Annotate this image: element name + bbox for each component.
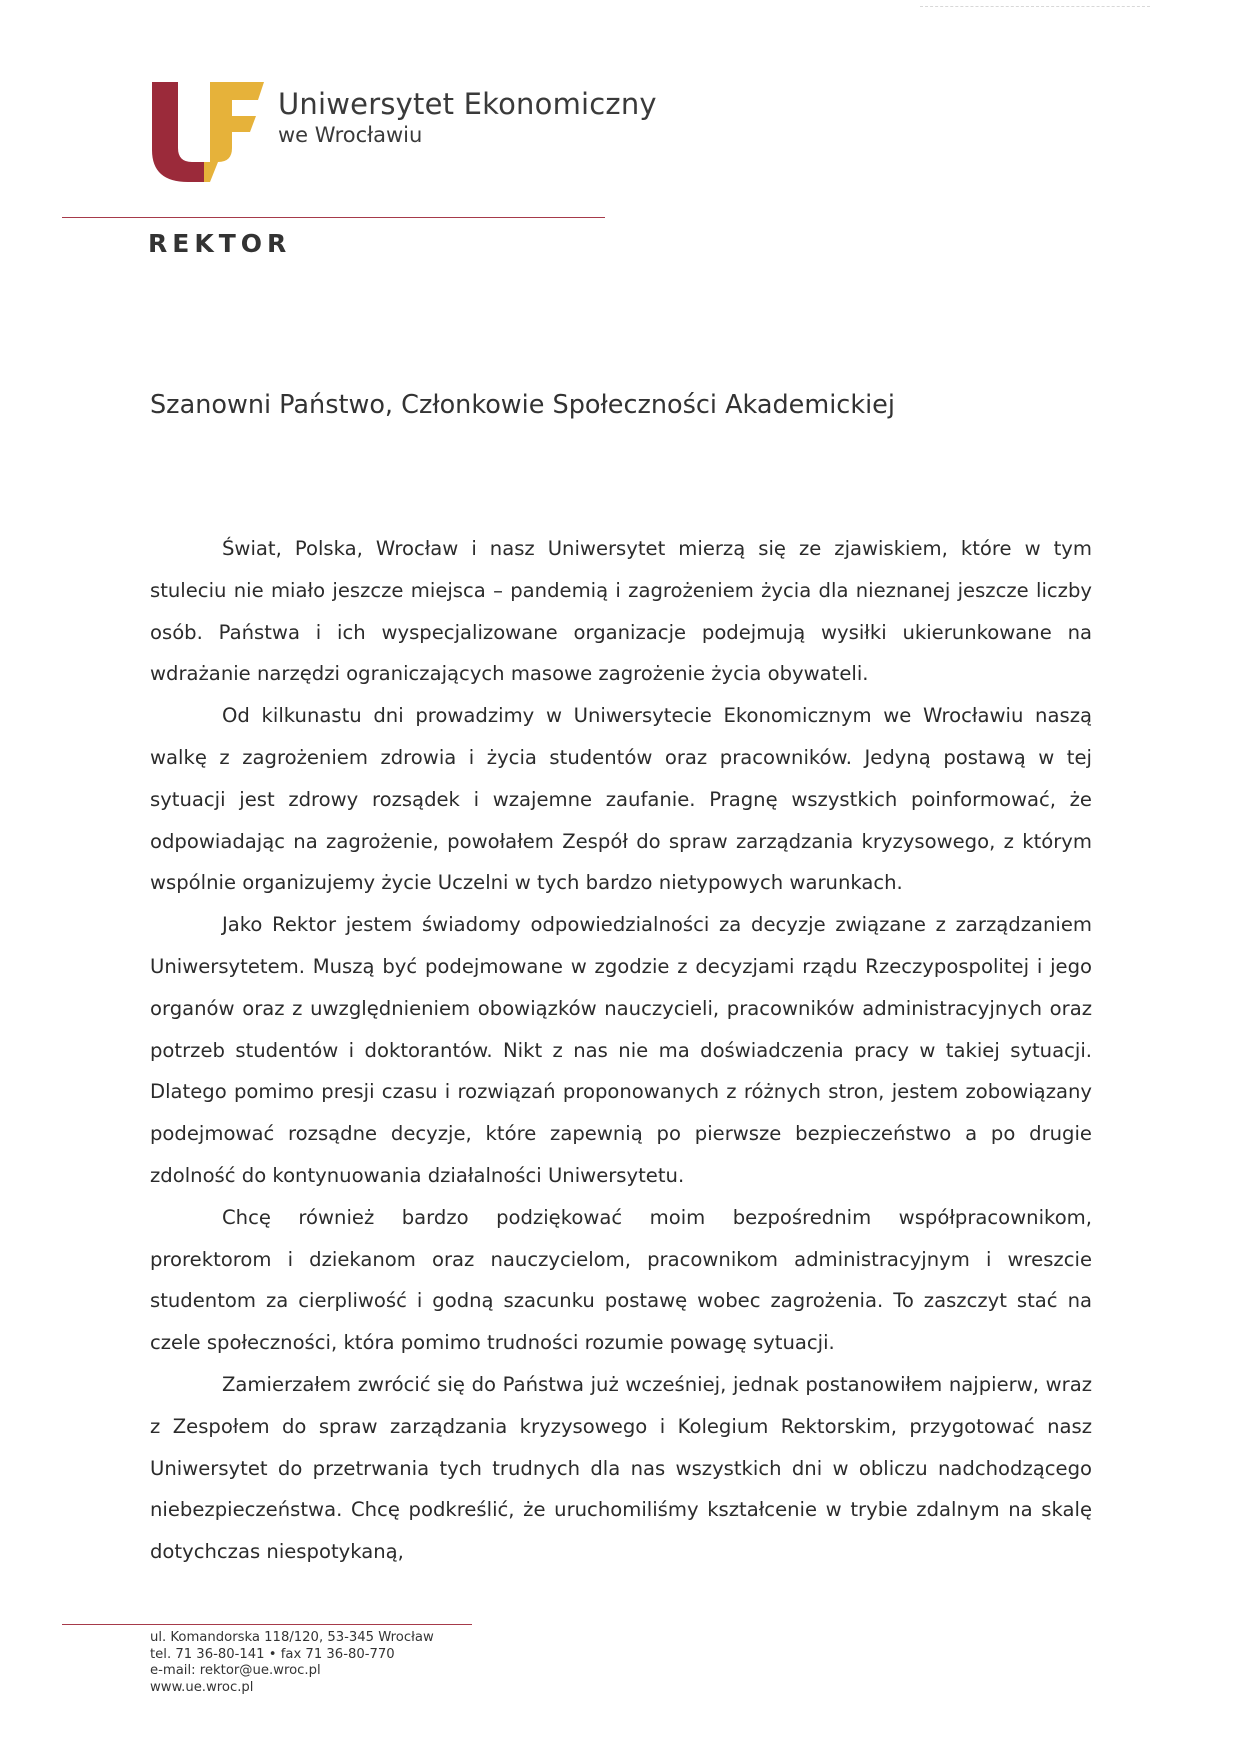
- scan-artifact: [920, 6, 1150, 7]
- letter-salutation: Szanowni Państwo, Członkowie Społeczności Akademickiej: [150, 390, 895, 420]
- footer-address: ul. Komandorska 118/120, 53-345 Wrocław: [150, 1630, 434, 1645]
- footer-contact: [150, 1630, 434, 1696]
- university-wordmark: [278, 87, 657, 147]
- footer-divider: [62, 1624, 472, 1625]
- university-city: we Wrocławiu: [278, 123, 423, 147]
- paragraph: Chcę również bardzo podziękować moim bezpośrednim współpracownikom, prorektorom i dziekanom oraz nauczycielom, pracownikom administracyjnym i wreszcie studentom za cierpliwość i godną szacunku postawę wobec zagrożenia. To zaszczyt stać na czele społeczności, która pomimo trudności rozumie powagę sytuacji.: [150, 1205, 1092, 1355]
- footer-website: www.ue.wroc.pl: [150, 1679, 254, 1695]
- header-divider: [62, 217, 605, 218]
- paragraph: Jako Rektor jestem świadomy odpowiedzialności za decyzje związane z zarządzaniem Uniwersytetem. Muszą być podejmowane w zgodzie z decyzjami rządu Rzeczypospolitej i jego organów oraz z uwzględnieniem obowiązków nauczycieli, pracowników administracyjnych oraz potrzeb studentów i doktorantów. Nikt z nas nie ma doświadczenia pracy w takiej sytuacji. Dlatego pomimo presji czasu i rozwiązań proponowanych z różnych stron, jestem zobowiązany podejmować rozsądne decyzje, które zapewnią po pierwsze bezpieczeństwo a po drugie zdolność do kontynuowania działalności Uniwersytetu.: [150, 913, 1092, 1187]
- office-title: REKTOR: [148, 229, 292, 258]
- footer-phone-fax: tel. 71 36-80-141 • fax 71 36-80-770: [150, 1646, 395, 1662]
- letter-body: [150, 528, 1092, 1573]
- paragraph: Od kilkunastu dni prowadzimy w Uniwersytecie Ekonomicznym we Wrocławiu naszą walkę z zagrożeniem zdrowia i życia studentów oraz pracowników. Jedyną postawą w tej sytuacji jest zdrowy rozsądek i wzajemne zaufanie. Pragnę wszystkich poinformować, że odpowiadając na zagrożenie, powołałem Zespół do spraw zarządzania kryzysowego, z którym wspólnie organizujemy życie Uczelni w tych bardzo nietypowych warunkach.: [150, 704, 1092, 895]
- university-logo: [148, 78, 268, 184]
- footer-email: e-mail: rektor@ue.wroc.pl: [150, 1663, 321, 1678]
- paragraph: Świat, Polska, Wrocław i nasz Uniwersytet mierzą się ze zjawiskiem, które w tym stuleciu nie miało jeszcze miejsca – pandemią i zagrożeniem życia dla nieznanej jeszcze liczby osób. Państwa i ich wyspecjalizowane organizacje podejmują wysiłki ukierunkowane na wdrażanie narzędzi ograniczających masowe zagrożenie życia obywateli.: [150, 537, 1092, 686]
- university-name: Uniwersytet Ekonomiczny: [278, 87, 657, 121]
- ue-logo-icon: [148, 78, 268, 184]
- paragraph: Zamierzałem zwrócić się do Państwa już wcześniej, jednak postanowiłem najpierw, wraz z Zespołem do spraw zarządzania kryzysowego i Kolegium Rektorskim, przygotować nasz Uniwersytet do przetrwania tych trudnych dla nas wszystkich dni w obliczu nadchodzącego niebezpieczeństwa. Chcę podkreślić, że uruchomiliśmy kształcenie w trybie zdalnym na skalę dotychczas niespotykaną,: [150, 1372, 1092, 1564]
